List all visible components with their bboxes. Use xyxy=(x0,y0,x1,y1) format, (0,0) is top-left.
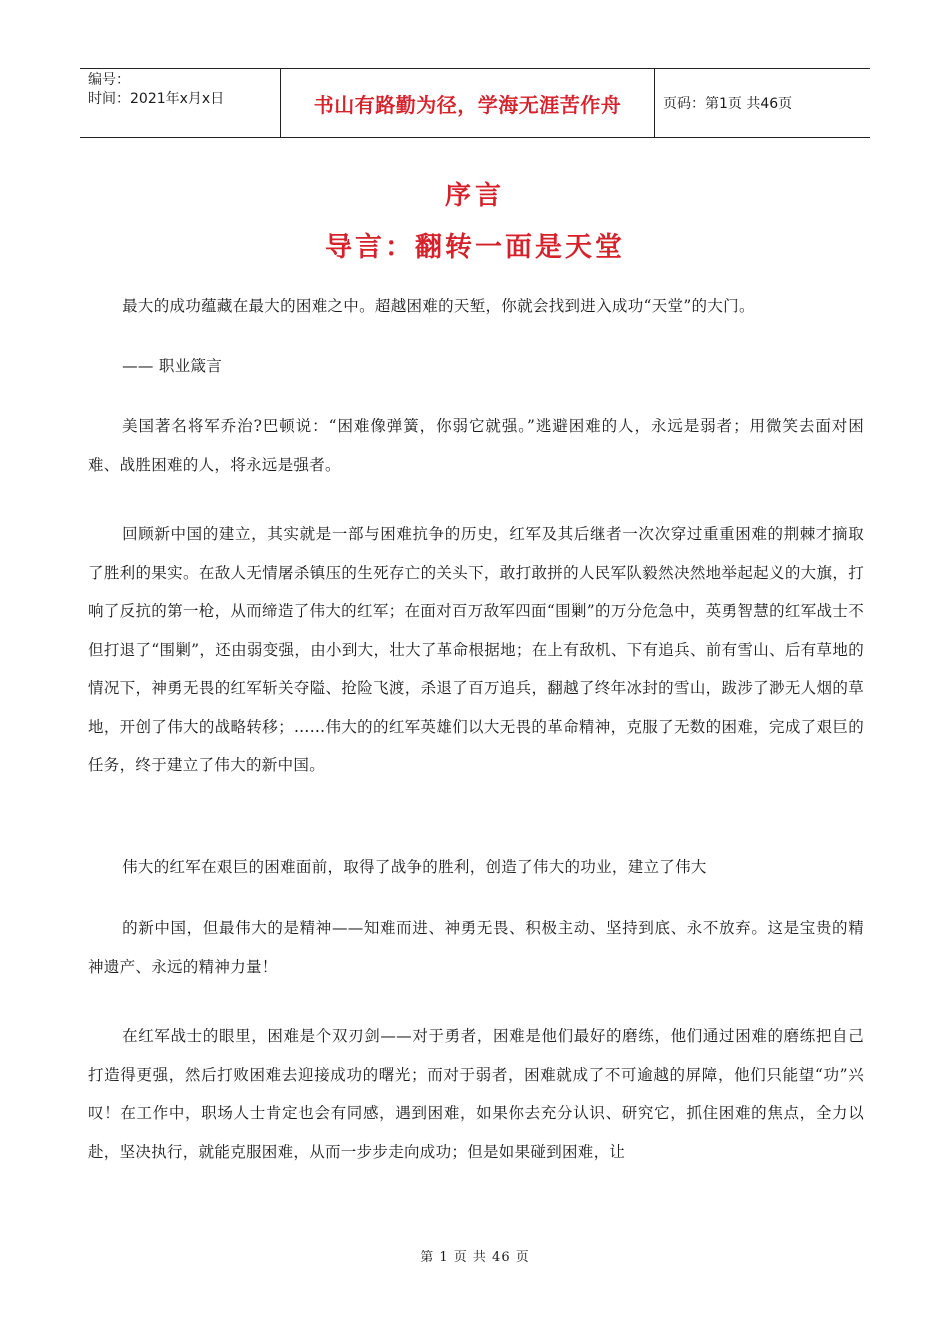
paragraph xyxy=(88,1017,864,1171)
header-page-info: 页码：第1页 共46页 xyxy=(663,96,793,112)
header-meta xyxy=(80,69,281,137)
paragraph-text: 在红军战士的眼里，困难是个双刃剑——对于勇者，困难是他们最好的磨练，他们通过困难的磨练把自己打造得更强，然后打败困难去迎接成功的曙光；而对于弱者，困难就成了不可逾越的屏障，他们只能望“功”兴叹！在工作中，职场人士肯定也会有同感，遇到困难，如果你去充分认识、研究它，抓住困难的焦点，全力以赴，坚决执行，就能克服困难，从而一步步走向成功；但是如果碰到困难，让 xyxy=(88,1027,864,1161)
paragraph-text: 回顾新中国的建立，其实就是一部与困难抗争的历史，红军及其后继者一次次穿过重重困难的荆棘才摘取了胜利的果实。在敌人无情屠杀镇压的生死存亡的关头下，敢打敢拼的人民军队毅然决然地举起起义的大旗，打响了反抗的第一枪，从而缔造了伟大的红军；在面对百万敌军四面“围剿”的万分危急中，英勇智慧的红军战士不但打退了“围剿”，还由弱变强，由小到大，壮大了革命根据地；在上有敌机、下有追兵、前有雪山、后有草地的情况下，神勇无畏的红军斩关夺隘、抢险飞渡，杀退了百万追兵，翻越了终年冰封的雪山，跋涉了渺无人烟的草地，开创了伟大的战略转移；……伟大的的红军英雄们以大无畏的革命精神，克服了无数的困难，完成了艰巨的任务，终于建立了伟大的新中国。 xyxy=(88,525,864,774)
paragraph xyxy=(88,909,864,986)
paragraph-text: 美国著名将军乔治?巴顿说：“困难像弹簧，你弱它就强。”逃避困难的人，永远是弱者；用微笑去面对困难、战胜困难的人，将永远是强者。 xyxy=(88,417,864,474)
paragraph xyxy=(88,515,864,785)
paragraph xyxy=(88,347,864,386)
paragraph-text: 最大的成功蕴藏在最大的困难之中。超越困难的天堑，你就会找到进入成功“天堂”的大门。 xyxy=(122,297,755,315)
page-subtitle: 导言：翻转一面是天堂 xyxy=(325,232,625,263)
paragraph xyxy=(88,407,864,484)
paragraph xyxy=(88,848,864,887)
page-footer: 第 1 页 共 46 页 xyxy=(420,1250,530,1265)
header-motto: 书山有路勤为径，学海无涯苦作舟 xyxy=(281,69,655,137)
paragraph-text: 的新中国，但最伟大的是精神——知难而进、神勇无畏、积极主动、坚持到底、永不放弃。这是宝贵的精神遗产、永远的精神力量！ xyxy=(88,919,864,976)
paragraph-text: 伟大的红军在艰巨的困难面前，取得了战争的胜利，创造了伟大的功业，建立了伟大 xyxy=(122,858,707,876)
paragraph xyxy=(88,287,864,326)
number-label: 编号： xyxy=(88,72,130,88)
page-title: 序言 xyxy=(444,181,505,211)
document-header xyxy=(80,68,870,138)
attribution-text: —— 职业箴言 xyxy=(122,357,223,375)
date-label: 时间：2021年x月x日 xyxy=(88,91,225,107)
